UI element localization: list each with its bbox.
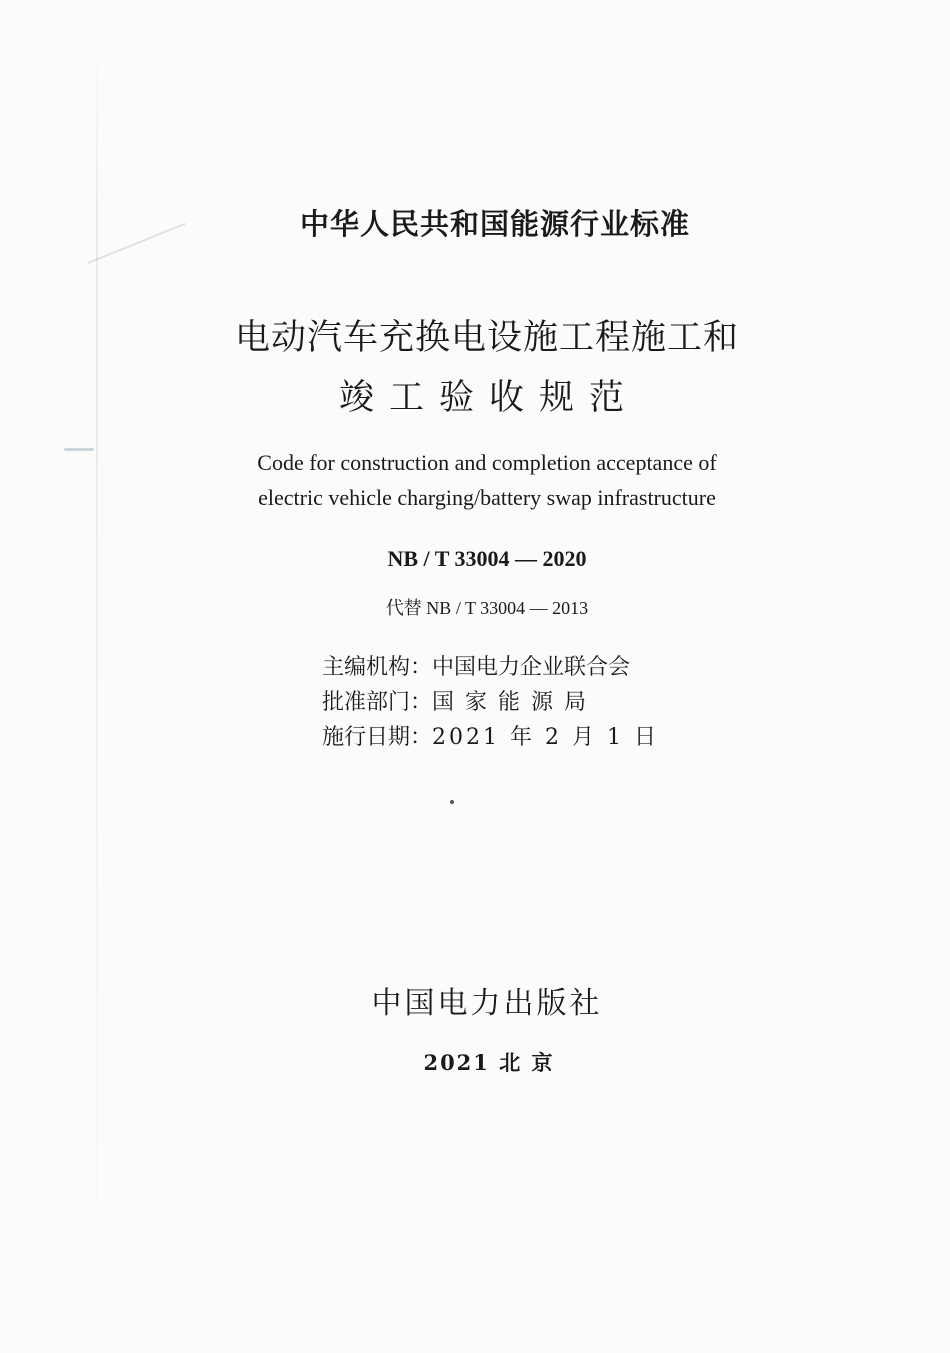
title-en-line2: electric vehicle charging/battery swap infrastructure	[258, 485, 716, 510]
editor-label: 主编机构：	[322, 655, 433, 680]
date-value: 2021 年 2 月 1 日	[432, 725, 659, 750]
publication-metadata	[322, 650, 659, 755]
editor-row	[322, 650, 659, 685]
publisher-name: 中国电力出版社	[371, 986, 603, 1021]
approver-value: 国家能源局	[432, 690, 598, 715]
title-cn-line2: 竣工验收规范	[338, 378, 639, 418]
industry-standard-heading: 中华人民共和国能源行业标准	[299, 207, 690, 241]
date-label: 施行日期：	[322, 725, 433, 750]
standard-number: NB / T 33004 — 2020	[387, 546, 587, 571]
scan-dot	[450, 800, 454, 804]
editor-value: 中国电力企业联合会	[432, 655, 631, 680]
date-row	[322, 720, 659, 755]
publication-place-year: 2021 北 京	[423, 1050, 555, 1075]
approver-row	[322, 685, 659, 720]
approver-label: 批准部门：	[322, 690, 433, 715]
replaces-standard: 代替 NB / T 33004 — 2013	[385, 598, 589, 618]
title-cn-line1: 电动汽车充换电设施工程施工和	[234, 318, 739, 358]
title-en-line1: Code for construction and completion acceptance of	[257, 450, 717, 475]
